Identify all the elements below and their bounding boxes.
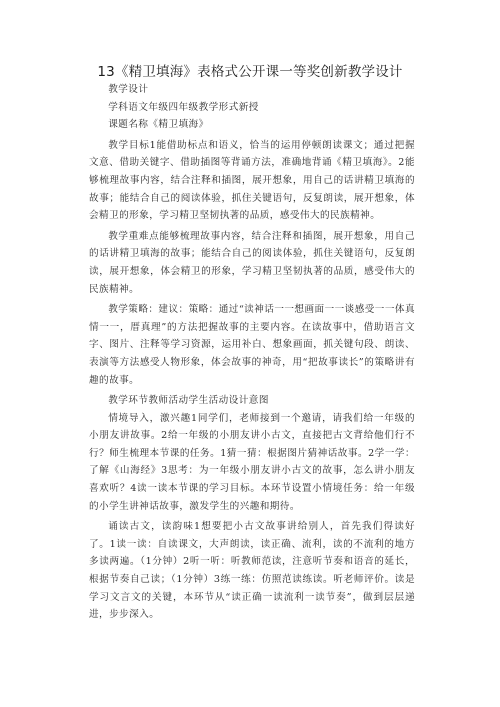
lesson-title-line: 课题名称《精卫填海》 bbox=[108, 119, 209, 131]
section-heading: 教学设计 bbox=[108, 84, 149, 95]
document-title: 13《精卫填海》表格式公开课一等奖创新教学设计 bbox=[97, 64, 403, 80]
introduction-stage-paragraph: 情境导入，激兴趣1同学们，老师接到一个邀请，请我们给一年级的小朋友讲故事。2给一年级的小朋友讲小古文，直接把古文背给他们行不行？师生梳理本节课的任务。1猜一猜：根据图片猜神话故事。2学一学：了解《山海经》3思考：为一年级小朋友讲小古文的故事，怎么讲小朋友喜欢听？4读一读本节课的学习目标。本环节设置小情境任务：给一年级的小学生讲神话故事，激发学生的兴趣和期待。 bbox=[89, 412, 415, 512]
course-info: 学科语文年级四年级教学形式新授 bbox=[108, 101, 259, 113]
teaching-objectives-paragraph: 教学目标1能借助标点和语义，恰当的运用停顿朗读课文；通过把握文意、借助关键字、借助插图等背诵方法，准确地背诵《精卫填海》。2能够梳理故事内容，结合注释和插图，展开想象，用自己的话讲精卫填海的故事；能结合自己的阅读体验，抓住关键语句，反复朗读，展开想象，体会精卫的形象，学习精卫坚韧执著的品质，感受伟大的民族精神。 bbox=[89, 139, 415, 222]
recitation-stage-paragraph: 诵读古文，读韵味1想要把小古文故事讲给别人，首先我们得读好了。1读一读：自读课文，大声朗读，读正确、流利，读的不流利的地方多读两遍。（1分钟）2听一听：听教师范读，注意听节奏和语音的延长，根据节奏自己读；（1分钟）3练一练：仿照范读练读。听老师评价。读是学习文言文的关键，本环节从“读正确一读流利一读节奏”，做到层层递进，步步深入。 bbox=[89, 521, 415, 621]
teaching-strategy-paragraph: 教学策略：建议：策略：通过“读神话一一想画面一一谈感受一一体真情一一，厝真理”的方法把握故事的主要内容。在读故事中，借助语言文字、图片、注释等学习资源，运用补白、想象画面，抓关键句段、朗读、表演等方法感受人物形象，体会故事的神奇，用“把故事读长”的策略讲有趣的故事。 bbox=[89, 304, 415, 386]
table-header-line: 教学环节教师活动学生活动设计意图 bbox=[108, 395, 269, 407]
key-difficulties-paragraph: 教学重难点能够梳理故事内容，结合注释和插图，展开想象，用自己的话讲精卫填海的故事；能结合自己的阅读体验，抓住关键语句，反复朗读，展开想象，体会精卫的形象，学习精卫坚韧执著的品质，感受伟大的民族精神。 bbox=[89, 230, 415, 295]
document-body bbox=[89, 81, 415, 624]
